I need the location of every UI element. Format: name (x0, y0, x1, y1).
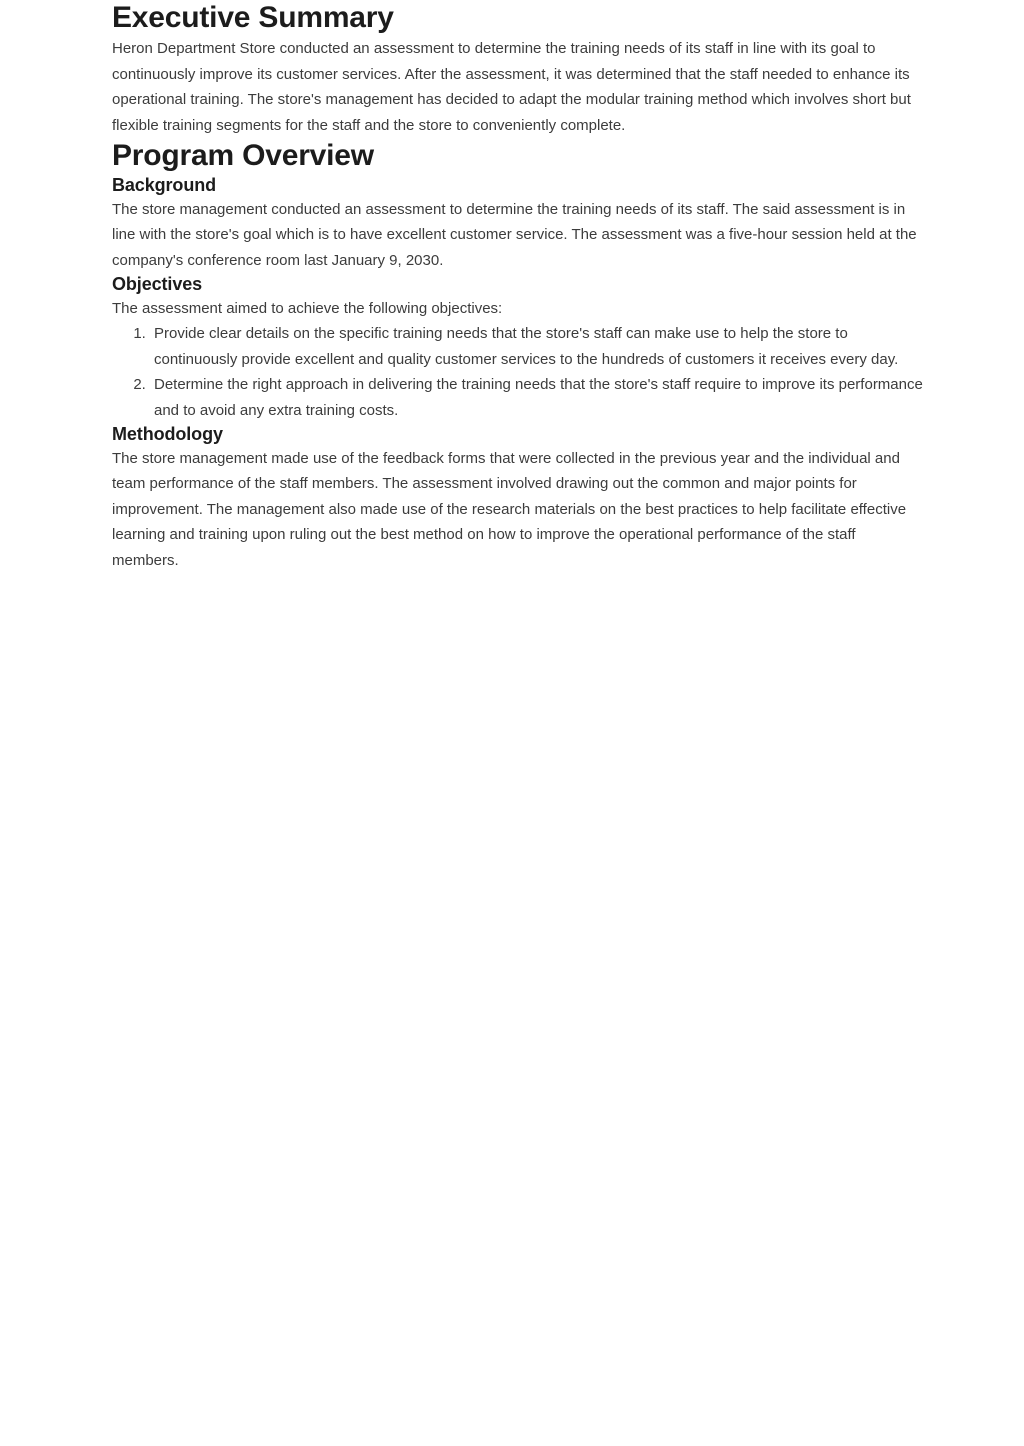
heading-methodology: Methodology (112, 424, 223, 444)
document-body (112, 0, 924, 573)
paragraph-methodology: The store management made use of the feedback forms that were collected in the previous year and the individual and team performance of the staff members. The assessment involved drawing out the common and major points for improvement. The management also made use of the research materials on the best practices to help facilitate effective learning and training upon ruling out the best method on how to improve the operational performance of the staff members. (112, 449, 907, 569)
paragraph-objectives-intro: The assessment aimed to achieve the following objectives: (112, 299, 503, 317)
heading-background: Background (112, 175, 217, 195)
paragraph-executive-summary: Heron Department Store conducted an assessment to determine the training needs of its staff in line with its goal to continuously improve its customer services. After the assessment, it was determined that the staff needed to enhance its operational training. The store's management has decided to adapt the modular training method which involves short but flexible training segments for the staff and the store to conveniently complete. (112, 40, 911, 134)
list-item: 1. Provide clear details on the specific training needs that the store's staff can make use to help the store to continuously provide excellent and quality customer services to the hundreds of customers it receives every day. (150, 321, 924, 372)
objectives-list (112, 321, 924, 423)
heading-objectives: Objectives (112, 274, 203, 294)
heading-executive-summary: Executive Summary (112, 1, 394, 34)
heading-program-overview: Program Overview (112, 139, 374, 172)
paragraph-background: The store management conducted an assessment to determine the training needs of its staff. The said assessment is in line with the store's goal which is to have excellent customer service. The assessment was a five-hour session held at the company's conference room last January 9, 2030. (112, 200, 917, 269)
list-item: 2. Determine the right approach in delivering the training needs that the store's staff require to improve its performance and to avoid any extra training costs. (150, 372, 924, 423)
